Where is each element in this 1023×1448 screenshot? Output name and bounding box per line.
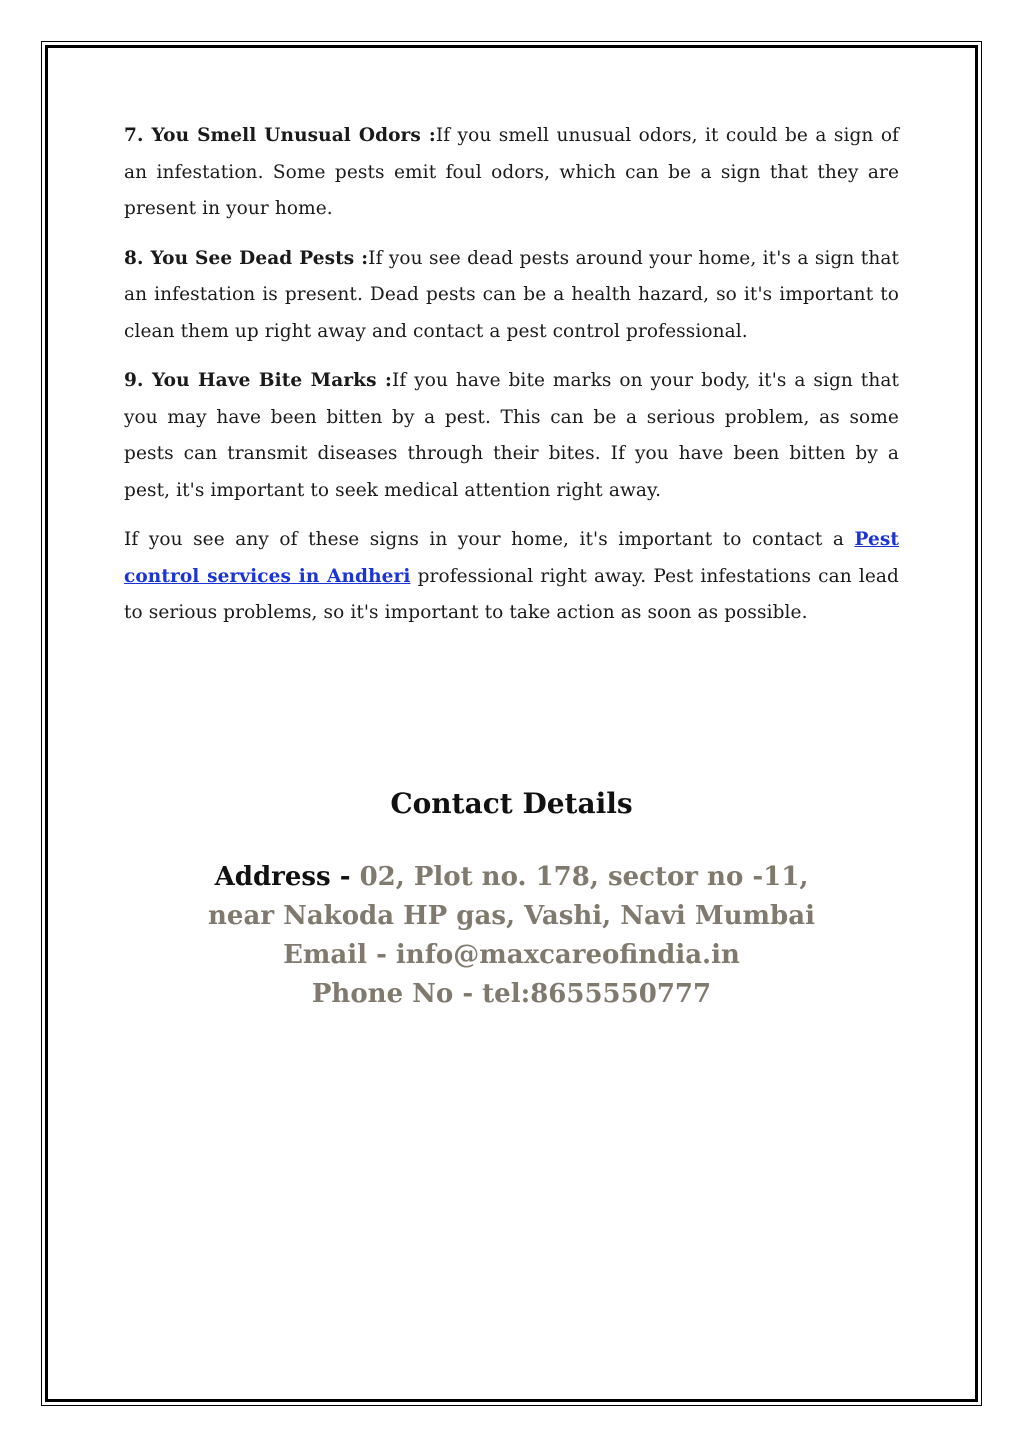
paragraph-text: If you smell unusual odors, it could be a sign of an infestation. Some pests emit foul odors, which can be a sign that they are present in your home. bbox=[124, 125, 900, 219]
paragraph-heading: 8. You See Dead Pests : bbox=[124, 247, 369, 269]
address-line-1 bbox=[124, 858, 899, 897]
pest-control-andheri-link[interactable]: Pest control services in Andheri bbox=[124, 529, 899, 587]
paragraph-bite-marks bbox=[124, 363, 899, 509]
paragraph-dead-pests bbox=[124, 241, 899, 351]
paragraph-text: If you have bite marks on your body, it's a sign that you may have been bitten by a pest. This can be a serious problem, as some pests can transmit diseases through their bites. If you have been bitten by a pest, it's important to seek medical attention right away. bbox=[124, 370, 900, 501]
closing-text-before: If you see any of these signs in your home, it's important to contact a bbox=[124, 529, 855, 550]
phone-line: Phone No - tel:8655550777 bbox=[311, 979, 712, 1009]
paragraph-closing bbox=[124, 522, 899, 632]
paragraph-heading: 7. You Smell Unusual Odors : bbox=[124, 125, 436, 146]
paragraph-heading: 9. You Have Bite Marks : bbox=[124, 370, 392, 391]
address-line-2: near Nakoda HP gas, Vashi, Navi Mumbai bbox=[208, 901, 815, 931]
address-value-1: 02, Plot no. 178, sector no -11, bbox=[359, 862, 809, 892]
email-line: Email - info@maxcareofindia.in bbox=[283, 940, 740, 970]
paragraph-unusual-odors bbox=[124, 118, 899, 228]
contact-title: Contact Details bbox=[390, 787, 633, 820]
closing-text-after: professional right away. Pest infestations can lead to serious problems, so it's important to take action as soon as possible. bbox=[124, 565, 899, 623]
contact-section bbox=[124, 784, 899, 1014]
contact-lines bbox=[124, 858, 899, 1014]
address-label: Address - bbox=[214, 862, 360, 892]
document-body bbox=[124, 118, 899, 645]
paragraph-text: If you see dead pests around your home, it's a sign that an infestation is present. Dead pests can be a health hazard, so it's important to clean them up right away and contact a pest control professional. bbox=[124, 247, 899, 342]
